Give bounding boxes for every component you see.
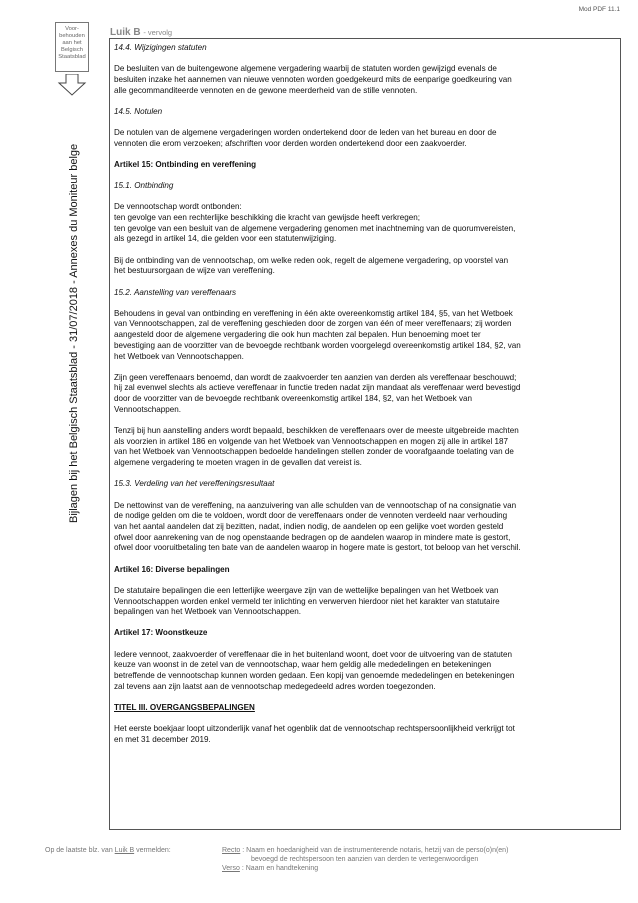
text-line: hij zal evenwel slechts als actieve vereffenaar in functie treden nadat zijn mandaat als vereffenaar werd bevestigd xyxy=(114,383,521,393)
paragraph xyxy=(114,128,620,149)
paragraph xyxy=(114,309,620,363)
paragraph xyxy=(114,64,620,96)
paragraph xyxy=(114,256,620,277)
paragraph xyxy=(114,650,620,693)
reserved-box xyxy=(55,22,89,72)
text-line: het Wetboek van Vennootschappen. xyxy=(114,351,244,361)
text-line: ofwel door aanrekening van de nog openstaande bedragen op de aandelen waarop in mindere mate is gestort, xyxy=(114,532,511,542)
paragraph xyxy=(114,724,620,745)
text-line: De besluiten van de buitengewone algemene vergadering waarbij de statuten worden gewijzigd evenals de xyxy=(114,64,497,74)
text-line: 14.5. Notulen xyxy=(114,106,163,116)
text-line: door de voorzitter van de bevoegde rechtbank overeenkomstig artikel 184, §2, van het Wetboek van xyxy=(114,394,472,404)
footer-link: Luik B xyxy=(114,847,135,854)
paragraph xyxy=(114,586,620,618)
text-line: Tenzij bij hun aanstelling anders wordt bepaald, beschikken de vereffenaars over de meeste uitgebreide machten xyxy=(114,426,519,436)
subsection-heading xyxy=(114,107,620,118)
footer-prefix: Op de laatste blz. van xyxy=(45,847,113,854)
text-line: Artikel 16: Diverse bepalingen xyxy=(114,564,230,574)
text-line: Vennootschappen worden enkel vermeld ter inlichting en verwerven hierdoor niet het karakter van statutaire xyxy=(114,596,500,606)
document-body xyxy=(109,38,621,830)
text-line: Artikel 15: Ontbinding en vereffening xyxy=(114,159,257,169)
title-heading xyxy=(114,703,620,714)
text-line: 15.2. Aanstelling van vereffenaars xyxy=(114,287,237,297)
text-line: en met 31 december 2019. xyxy=(114,734,211,744)
section-header xyxy=(110,27,172,38)
recto-label: Recto xyxy=(222,847,241,854)
text-line: 15.1. Ontbinding xyxy=(114,181,174,191)
reserved-line: Staatsblad xyxy=(58,54,86,60)
text-line: Iedere vennoot, zaakvoerder of vereffenaar die in het buitenland woont, doet voor de uitvoering van de statuten xyxy=(114,649,513,659)
form-code: Mod PDF 11.1 xyxy=(578,6,620,13)
article-heading xyxy=(114,565,620,576)
subsection-heading xyxy=(114,288,620,299)
text-line: Bij de ontbinding van de vennootschap, om welke reden ook, regelt de algemene vergadering, op voorstel van xyxy=(114,255,509,265)
text-line: van het aantal aandelen dat zij bezitten, nadat, indien nodig, de aandelen op een gelijke voet worden gesteld xyxy=(114,522,504,531)
paragraph xyxy=(114,202,620,245)
paragraph xyxy=(114,373,620,416)
verso-label: Verso xyxy=(222,865,240,872)
text-line: TITEL III. OVERGANGSBEPALINGEN xyxy=(114,702,255,712)
subsection-heading xyxy=(114,43,620,54)
recto-continuation: bevoegd de rechtspersoon ten aanzien van derden te vertegenwoordigen xyxy=(251,856,479,863)
footer-note xyxy=(45,846,171,855)
section-suffix: - vervolg xyxy=(143,28,173,37)
article-heading xyxy=(114,628,620,639)
text-line: Behoudens in geval van ontbinding en vereffening in één akte overeenkomstig artikel 184, §5, van het Wetboek xyxy=(114,308,513,318)
verso-text: : Naam en handtekening xyxy=(241,865,319,872)
reserved-line: behouden xyxy=(59,33,85,39)
text-line: het bestuursorgaan de wijze van vereffening. xyxy=(114,266,275,276)
vertical-publication-label: Bijlagen bij het Belgisch Staatsblad - 31/07/2018 - Annexes du Moniteur belge xyxy=(68,143,80,523)
text-line: van Vennootschappen, zal de vereffening geschieden door de zorgen van één of meer vereffenaars; zij worden xyxy=(114,319,512,329)
text-line: De nettowinst van de vereffening, na aanzuivering van alle schulden van de vennootschap of na consignatie van xyxy=(114,500,517,510)
text-line: ofwel door vooruitbetaling ten bate van de aandelen waarop in hogere mate is gestort, tot beloop van het verschil. xyxy=(114,543,521,553)
reserved-line: aan het xyxy=(62,40,82,46)
footer-instructions xyxy=(222,846,508,873)
text-line: Artikel 17: Woonstkeuze xyxy=(114,628,208,638)
text-line: algemene vergadering te moeten vragen in de gevallen dat vereist is. xyxy=(114,458,362,468)
text-line: 15.3. Verdeling van het vereffeningsresultaat xyxy=(114,479,275,489)
text-line: bevestiging aan de voorzitter van de bevoegde rechtbank worden voorgelegd overeenkomstig artikel 184, §2, van xyxy=(114,340,521,350)
text-line: ten gevolge van een rechterlijke beschikking die kracht van gewijsde heeft verkregen; xyxy=(114,213,420,223)
text-line: Het eerste boekjaar loopt uitzonderlijk vanaf het ogenblik dat de vennootschap rechtspersoonlijkheid verkrijgt tot xyxy=(114,724,515,734)
text-line: zal tevens aan zijn laatst aan de vennootschap medegedeeld adres worden toegezonden. xyxy=(114,681,436,691)
reserved-line: Belgisch xyxy=(61,47,83,53)
text-line: alle gecommanditeerde vennoten en de gewone meerderheid van de stille vennoten. xyxy=(114,85,418,95)
paragraph xyxy=(114,426,620,469)
reserved-line: Voor- xyxy=(65,26,79,32)
text-line: bepalingen van het Wetboek van Vennootschappen. xyxy=(114,607,302,617)
footer-suffix: vermelden: xyxy=(136,847,171,854)
text-line: Vennootschappen. xyxy=(114,404,182,414)
text-line: van het Wetboek van Vennootschappen bedoelde handelingen stellen zonder de voorafgaande toelating van de xyxy=(114,447,514,457)
text-line: aangesteld door de algemene vergadering die ook hun machten zal bepalen. Hun benoeming moet ter xyxy=(114,330,481,340)
down-arrow-icon xyxy=(57,74,87,96)
text-line: de nodige gelden om die te voldoen, wordt door de vereffenaars onder de vennoten verdeeld naar verhouding xyxy=(114,511,508,521)
section-title: Luik B xyxy=(110,27,141,38)
text-line: De vennootschap wordt ontbonden: xyxy=(114,202,242,212)
paragraph xyxy=(114,501,620,555)
article-heading xyxy=(114,160,620,171)
text-line: als voorzien in artikel 186 en volgende van het Wetboek van Vennootschappen en mogen zij alle in artikel 187 xyxy=(114,436,509,446)
text-line: De notulen van de algemene vergaderingen worden ondertekend door de leden van het bureau en door de xyxy=(114,128,497,138)
text-line: betreffende de vennootschap kunnen worden gedaan. Een kopij van genoemde mededelingen en betekeningen xyxy=(114,671,515,681)
text-line: als gezegd in artikel 14, die gelden voor een statutenwijziging. xyxy=(114,234,337,244)
text-line: vennoten die erom verzoeken; afschriften voor derden worden ondertekend door een zaakvoerder. xyxy=(114,138,467,148)
text-line: ten gevolge van een besluit van de algemene vergadering genomen met inachtneming van de quorumvereisten, xyxy=(114,223,516,233)
recto-text: : Naam en hoedanigheid van de instrumenterende notaris, hetzij van de perso(o)n(en) xyxy=(242,847,509,854)
text-line: De statutaire bepalingen die een letterlijke weergave zijn van de wettelijke bepalingen van het Wetboek van xyxy=(114,585,499,595)
text-line: 14.4. Wijzigingen statuten xyxy=(114,43,207,52)
text-line: keuze van woonst in de zetel van de vennootschap, waar hem geldig alle mededelingen en betekeningen xyxy=(114,660,492,670)
text-line: besluiten inzake het aannemen van nieuwe vennoten worden goedgekeurd mits de eenparige goedkeuring van xyxy=(114,74,512,84)
text-line: Zijn geen vereffenaars benoemd, dan wordt de zaakvoerder ten aanzien van derden als vereffenaar beschouwd; xyxy=(114,372,517,382)
subsection-heading xyxy=(114,479,620,490)
subsection-heading xyxy=(114,181,620,192)
